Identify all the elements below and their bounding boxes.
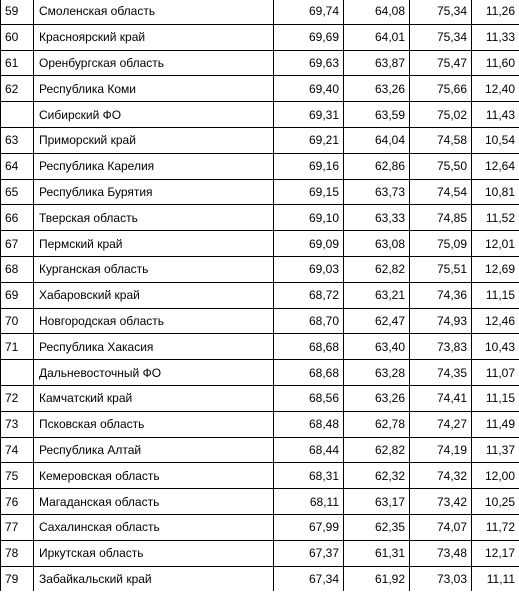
table-row <box>1 489 519 515</box>
value-col3-cell: 74,35 <box>410 360 472 386</box>
table-row <box>1 385 519 411</box>
region-name-cell: Сахалинская область <box>34 514 274 540</box>
table-row <box>1 463 519 489</box>
region-name-cell: Республика Алтай <box>34 437 274 463</box>
table-row <box>1 76 519 102</box>
region-name-cell: Иркутская область <box>34 540 274 566</box>
value-col2-cell: 63,17 <box>344 489 410 515</box>
value-col4-cell: 11,60 <box>472 50 519 76</box>
value-col3-cell: 73,42 <box>410 489 472 515</box>
value-col4-cell: 11,07 <box>472 360 519 386</box>
value-col2-cell: 63,08 <box>344 231 410 257</box>
value-col1-cell: 69,21 <box>274 127 344 153</box>
value-col1-cell: 69,10 <box>274 205 344 231</box>
value-col4-cell: 12,01 <box>472 231 519 257</box>
region-name-cell: Новгородская область <box>34 308 274 334</box>
value-col2-cell: 62,78 <box>344 411 410 437</box>
region-name-cell: Республика Карелия <box>34 153 274 179</box>
value-col1-cell: 67,99 <box>274 514 344 540</box>
value-col3-cell: 74,85 <box>410 205 472 231</box>
value-col4-cell: 10,43 <box>472 334 519 360</box>
value-col2-cell: 63,26 <box>344 385 410 411</box>
value-col1-cell: 69,03 <box>274 256 344 282</box>
value-col3-cell: 75,34 <box>410 0 472 24</box>
value-col1-cell: 69,31 <box>274 102 344 128</box>
value-col2-cell: 62,32 <box>344 463 410 489</box>
table-row <box>1 179 519 205</box>
region-name-cell: Хабаровский край <box>34 282 274 308</box>
value-col1-cell: 69,15 <box>274 179 344 205</box>
row-number-cell: 73 <box>1 411 34 437</box>
value-col2-cell: 62,86 <box>344 153 410 179</box>
value-col2-cell: 63,26 <box>344 76 410 102</box>
value-col1-cell: 68,48 <box>274 411 344 437</box>
value-col4-cell: 12,40 <box>472 76 519 102</box>
value-col1-cell: 69,63 <box>274 50 344 76</box>
value-col2-cell: 63,33 <box>344 205 410 231</box>
table-row <box>1 127 519 153</box>
row-number-cell: 66 <box>1 205 34 231</box>
table-row <box>1 153 519 179</box>
row-number-cell: 69 <box>1 282 34 308</box>
value-col4-cell: 11,15 <box>472 385 519 411</box>
table-row <box>1 540 519 566</box>
value-col2-cell: 62,47 <box>344 308 410 334</box>
value-col2-cell: 63,40 <box>344 334 410 360</box>
value-col1-cell: 68,72 <box>274 282 344 308</box>
table-row <box>1 205 519 231</box>
region-name-cell: Приморский край <box>34 127 274 153</box>
region-name-cell: Красноярский край <box>34 24 274 50</box>
value-col3-cell: 75,66 <box>410 76 472 102</box>
row-number-cell: 70 <box>1 308 34 334</box>
table-row <box>1 411 519 437</box>
value-col3-cell: 75,09 <box>410 231 472 257</box>
table-row <box>1 437 519 463</box>
value-col4-cell: 11,15 <box>472 282 519 308</box>
row-number-cell: 76 <box>1 489 34 515</box>
value-col2-cell: 63,21 <box>344 282 410 308</box>
row-number-cell: 67 <box>1 231 34 257</box>
row-number-cell: 77 <box>1 514 34 540</box>
value-col1-cell: 69,69 <box>274 24 344 50</box>
table-row <box>1 0 519 24</box>
row-number-cell <box>1 360 34 386</box>
row-number-cell: 78 <box>1 540 34 566</box>
value-col3-cell: 74,41 <box>410 385 472 411</box>
table-row <box>1 256 519 282</box>
value-col2-cell: 64,04 <box>344 127 410 153</box>
value-col1-cell: 68,68 <box>274 360 344 386</box>
value-col3-cell: 73,03 <box>410 566 472 591</box>
row-number-cell: 79 <box>1 566 34 591</box>
value-col4-cell: 12,64 <box>472 153 519 179</box>
row-number-cell: 74 <box>1 437 34 463</box>
region-name-cell: Курганская область <box>34 256 274 282</box>
region-name-cell: Пермский край <box>34 231 274 257</box>
value-col2-cell: 63,87 <box>344 50 410 76</box>
value-col1-cell: 67,37 <box>274 540 344 566</box>
table-row <box>1 231 519 257</box>
region-name-cell: Республика Хакасия <box>34 334 274 360</box>
value-col1-cell: 68,11 <box>274 489 344 515</box>
value-col2-cell: 64,08 <box>344 0 410 24</box>
row-number-cell: 65 <box>1 179 34 205</box>
value-col2-cell: 61,92 <box>344 566 410 591</box>
region-name-cell: Тверская область <box>34 205 274 231</box>
value-col4-cell: 10,25 <box>472 489 519 515</box>
region-name-cell: Республика Бурятия <box>34 179 274 205</box>
value-col4-cell: 10,81 <box>472 179 519 205</box>
value-col4-cell: 11,11 <box>472 566 519 591</box>
value-col4-cell: 11,37 <box>472 437 519 463</box>
value-col1-cell: 68,31 <box>274 463 344 489</box>
region-name-cell: Камчатский край <box>34 385 274 411</box>
row-number-cell: 62 <box>1 76 34 102</box>
value-col2-cell: 63,59 <box>344 102 410 128</box>
value-col2-cell: 62,82 <box>344 256 410 282</box>
region-name-cell: Сибирский ФО <box>34 102 274 128</box>
value-col1-cell: 69,09 <box>274 231 344 257</box>
value-col2-cell: 64,01 <box>344 24 410 50</box>
region-name-cell: Магаданская область <box>34 489 274 515</box>
table-row <box>1 50 519 76</box>
value-col4-cell: 12,00 <box>472 463 519 489</box>
table-row <box>1 514 519 540</box>
table-row <box>1 102 519 128</box>
value-col3-cell: 73,83 <box>410 334 472 360</box>
value-col4-cell: 11,43 <box>472 102 519 128</box>
value-col1-cell: 68,44 <box>274 437 344 463</box>
value-col4-cell: 11,52 <box>472 205 519 231</box>
value-col1-cell: 68,70 <box>274 308 344 334</box>
value-col3-cell: 75,50 <box>410 153 472 179</box>
value-col3-cell: 74,19 <box>410 437 472 463</box>
region-name-cell: Дальневосточный ФО <box>34 360 274 386</box>
value-col4-cell: 12,46 <box>472 308 519 334</box>
value-col3-cell: 74,93 <box>410 308 472 334</box>
table-row <box>1 360 519 386</box>
value-col4-cell: 12,69 <box>472 256 519 282</box>
row-number-cell: 75 <box>1 463 34 489</box>
value-col1-cell: 69,74 <box>274 0 344 24</box>
value-col2-cell: 61,31 <box>344 540 410 566</box>
value-col2-cell: 63,28 <box>344 360 410 386</box>
row-number-cell: 72 <box>1 385 34 411</box>
region-name-cell: Оренбургская область <box>34 50 274 76</box>
table-row <box>1 566 519 591</box>
value-col3-cell: 75,02 <box>410 102 472 128</box>
row-number-cell: 71 <box>1 334 34 360</box>
value-col3-cell: 75,51 <box>410 256 472 282</box>
row-number-cell: 59 <box>1 0 34 24</box>
row-number-cell: 60 <box>1 24 34 50</box>
table-body <box>1 0 519 591</box>
value-col3-cell: 73,48 <box>410 540 472 566</box>
value-col2-cell: 62,35 <box>344 514 410 540</box>
value-col2-cell: 62,82 <box>344 437 410 463</box>
value-col4-cell: 12,17 <box>472 540 519 566</box>
value-col1-cell: 68,68 <box>274 334 344 360</box>
region-name-cell: Кемеровская область <box>34 463 274 489</box>
value-col1-cell: 69,40 <box>274 76 344 102</box>
value-col4-cell: 11,72 <box>472 514 519 540</box>
value-col3-cell: 74,32 <box>410 463 472 489</box>
value-col3-cell: 74,54 <box>410 179 472 205</box>
table-row <box>1 334 519 360</box>
table-row <box>1 282 519 308</box>
region-name-cell: Смоленская область <box>34 0 274 24</box>
value-col4-cell: 11,49 <box>472 411 519 437</box>
region-name-cell: Псковская область <box>34 411 274 437</box>
region-name-cell: Забайкальский край <box>34 566 274 591</box>
row-number-cell: 61 <box>1 50 34 76</box>
value-col3-cell: 75,47 <box>410 50 472 76</box>
table-row <box>1 24 519 50</box>
value-col4-cell: 11,26 <box>472 0 519 24</box>
table-row <box>1 308 519 334</box>
value-col3-cell: 74,58 <box>410 127 472 153</box>
value-col3-cell: 74,27 <box>410 411 472 437</box>
value-col3-cell: 74,07 <box>410 514 472 540</box>
value-col4-cell: 11,33 <box>472 24 519 50</box>
value-col3-cell: 75,34 <box>410 24 472 50</box>
value-col1-cell: 69,16 <box>274 153 344 179</box>
value-col3-cell: 74,36 <box>410 282 472 308</box>
region-name-cell: Республика Коми <box>34 76 274 102</box>
row-number-cell: 64 <box>1 153 34 179</box>
value-col4-cell: 10,54 <box>472 127 519 153</box>
value-col1-cell: 67,34 <box>274 566 344 591</box>
row-number-cell <box>1 102 34 128</box>
value-col2-cell: 63,73 <box>344 179 410 205</box>
row-number-cell: 63 <box>1 127 34 153</box>
value-col1-cell: 68,56 <box>274 385 344 411</box>
row-number-cell: 68 <box>1 256 34 282</box>
